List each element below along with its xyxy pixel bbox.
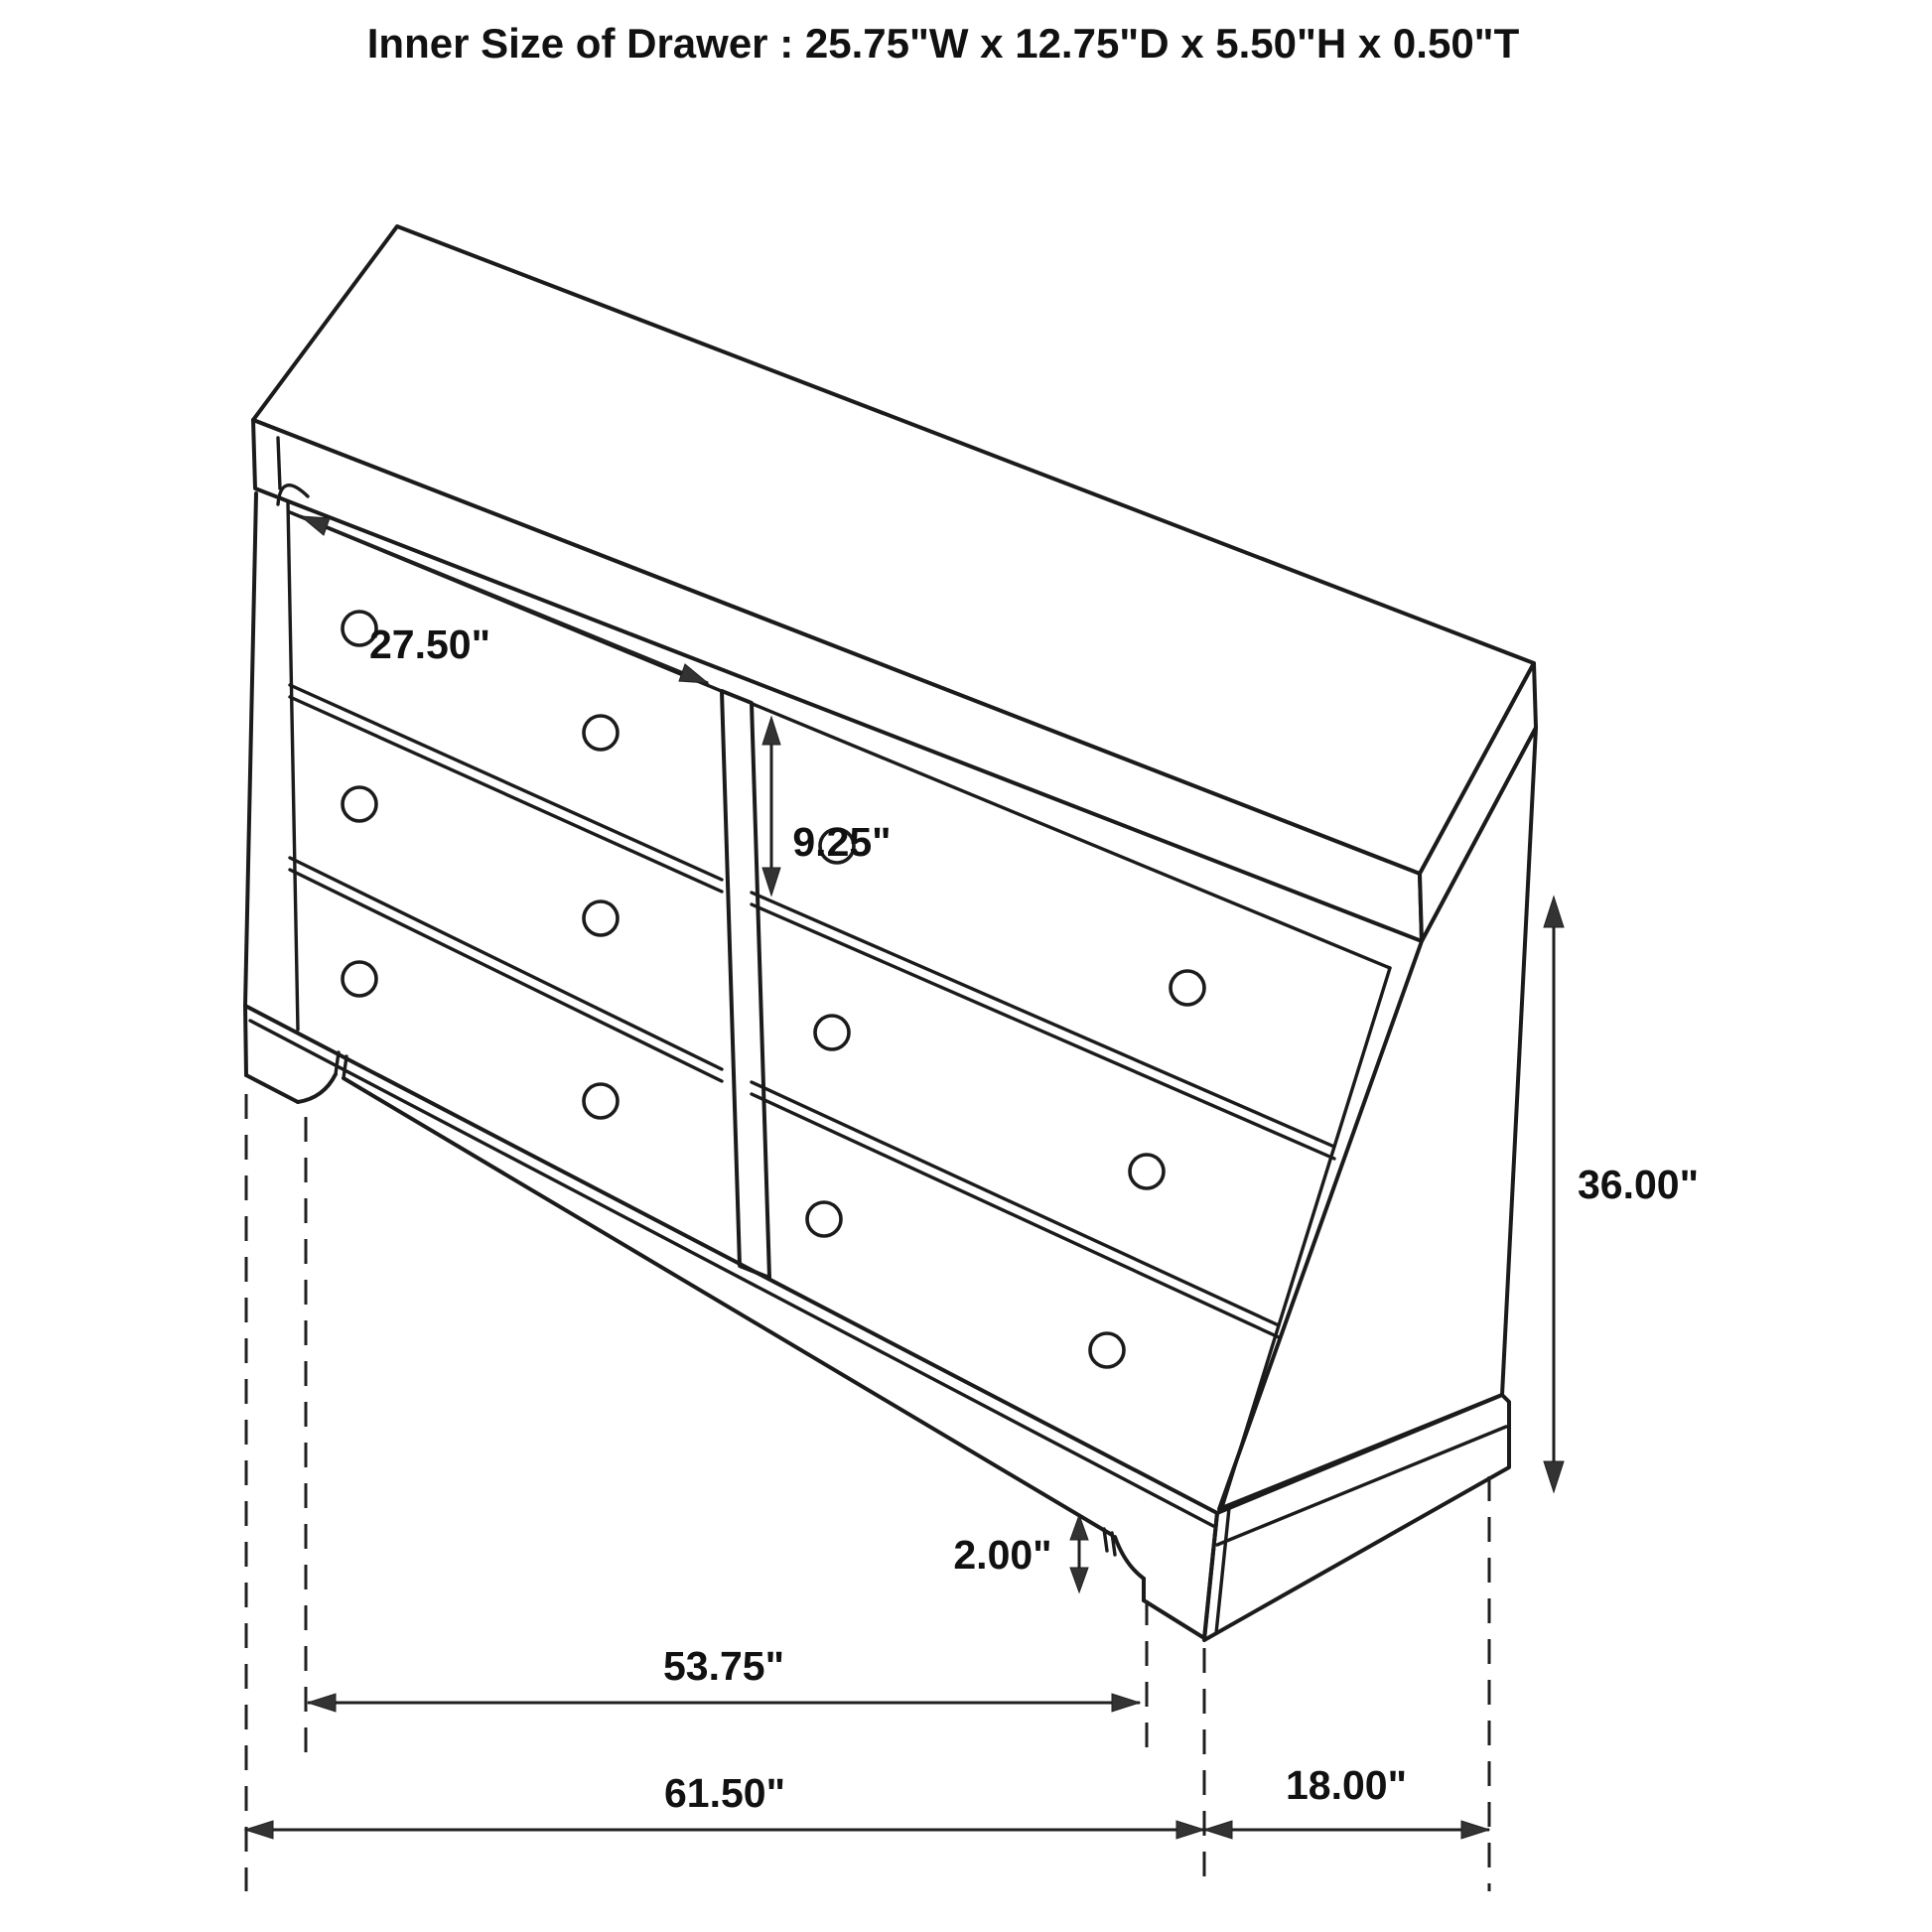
- base-cutout-edge: [344, 1078, 1112, 1535]
- arrowhead: [1070, 1568, 1088, 1592]
- dim-label-27-50: 27.50": [368, 621, 491, 667]
- arrowhead: [1176, 1821, 1204, 1839]
- arrowhead: [762, 868, 780, 896]
- right-foot-curve: [1115, 1537, 1144, 1579]
- plinth-left-edge: [245, 1006, 246, 1075]
- knob: [1130, 1155, 1164, 1188]
- knob: [584, 716, 618, 750]
- dim-label-9-25: 9.25": [792, 819, 892, 865]
- knob: [1171, 971, 1204, 1005]
- left-foot-seam-b: [344, 1056, 346, 1078]
- dim-base-foot-height: [953, 1515, 1088, 1592]
- center-divider: [722, 691, 769, 1278]
- arrowhead: [1204, 1821, 1232, 1839]
- dim-between-feet-span: [308, 1643, 1140, 1712]
- knob: [1090, 1333, 1124, 1367]
- left-foot-seam-a: [336, 1052, 339, 1074]
- knob: [584, 1084, 618, 1118]
- left-foot-bottom: [246, 1075, 298, 1102]
- dim-overall-height: [1544, 897, 1699, 1492]
- dim-overall-depth: [1204, 1762, 1489, 1839]
- top-panel: [253, 226, 1536, 941]
- dim-overall-width: [245, 1770, 1204, 1839]
- knob: [343, 962, 376, 996]
- arrowhead: [679, 664, 708, 683]
- dim-label-61-50: 61.50": [663, 1770, 786, 1816]
- left-separator-1a: [290, 685, 722, 880]
- page-title: Inner Size of Drawer : 25.75"W x 12.75"D x 5.50"H x 0.50"T: [366, 20, 1520, 67]
- plinth-top-bevel: [250, 1021, 1213, 1526]
- arrowhead: [1544, 1461, 1564, 1492]
- arrowhead: [762, 717, 780, 745]
- left-stile-inner-edge: [288, 502, 298, 1030]
- arrowhead: [245, 1821, 273, 1839]
- knob: [815, 1016, 849, 1049]
- knob: [584, 901, 618, 935]
- dresser-outline: [245, 226, 1536, 1640]
- right-foot-bottom: [1144, 1600, 1204, 1638]
- knob: [807, 1202, 841, 1236]
- arrowhead: [1544, 897, 1564, 927]
- dim-drawer-front-height: [762, 717, 892, 896]
- top-corner-seam: [278, 438, 280, 488]
- arrowhead: [301, 516, 330, 535]
- arrowhead: [1461, 1821, 1489, 1839]
- dim-label-2-00: 2.00": [953, 1532, 1052, 1578]
- dim-label-18-00: 18.00": [1285, 1762, 1408, 1808]
- arrowhead: [1112, 1694, 1140, 1712]
- arrowhead: [308, 1694, 336, 1712]
- knob: [343, 787, 376, 821]
- plinth-top-edge: [245, 1006, 1217, 1513]
- left-foot-curve: [298, 1074, 336, 1102]
- dim-label-36-00: 36.00": [1577, 1162, 1700, 1207]
- dim-label-53-75: 53.75": [662, 1643, 785, 1689]
- left-stile-outer-edge: [245, 493, 256, 1006]
